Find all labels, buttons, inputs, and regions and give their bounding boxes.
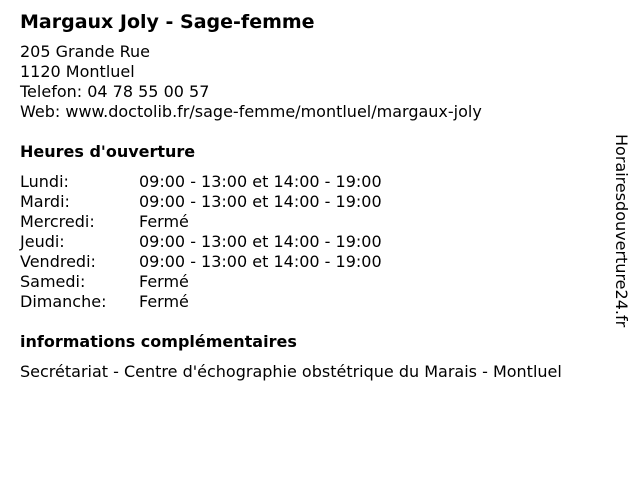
hours-value: 09:00 - 13:00 et 14:00 - 19:00 <box>139 172 382 191</box>
hours-row-friday <box>20 252 600 272</box>
hours-row-tuesday <box>20 192 600 212</box>
additional-info-heading: informations complémentaires <box>20 332 297 351</box>
address-city: 1120 Montluel <box>20 62 135 81</box>
hours-value: Fermé <box>139 212 189 231</box>
day-label: Jeudi: <box>20 232 65 251</box>
day-label: Lundi: <box>20 172 69 191</box>
hours-row-monday <box>20 172 600 192</box>
phone-number: Telefon: 04 78 55 00 57 <box>20 82 210 101</box>
opening-hours-heading: Heures d'ouverture <box>20 142 196 161</box>
day-label: Mardi: <box>20 192 70 211</box>
hours-row-saturday <box>20 272 600 292</box>
day-label: Samedi: <box>20 272 86 291</box>
hours-value: 09:00 - 13:00 et 14:00 - 19:00 <box>139 252 382 271</box>
business-title: Margaux Joly - Sage-femme <box>20 11 315 33</box>
address-street: 205 Grande Rue <box>20 42 151 61</box>
day-label: Dimanche: <box>20 292 107 311</box>
website-link[interactable]: Web: www.doctolib.fr/sage-femme/montluel/margaux-joly <box>20 102 482 121</box>
hours-value: Fermé <box>139 292 189 311</box>
contact-block <box>20 42 600 122</box>
site-watermark: Horairesdouverture24.fr <box>612 134 631 328</box>
business-card <box>20 10 600 382</box>
day-label: Vendredi: <box>20 252 96 271</box>
hours-row-thursday <box>20 232 600 252</box>
hours-row-sunday <box>20 292 600 312</box>
hours-value: Fermé <box>139 272 189 291</box>
opening-hours-table <box>20 172 600 312</box>
hours-row-wednesday <box>20 212 600 232</box>
hours-value: 09:00 - 13:00 et 14:00 - 19:00 <box>139 232 382 251</box>
day-label: Mercredi: <box>20 212 95 231</box>
additional-info-text: Secrétariat - Centre d'échographie obstétrique du Marais - Montluel <box>20 362 562 381</box>
hours-value: 09:00 - 13:00 et 14:00 - 19:00 <box>139 192 382 211</box>
